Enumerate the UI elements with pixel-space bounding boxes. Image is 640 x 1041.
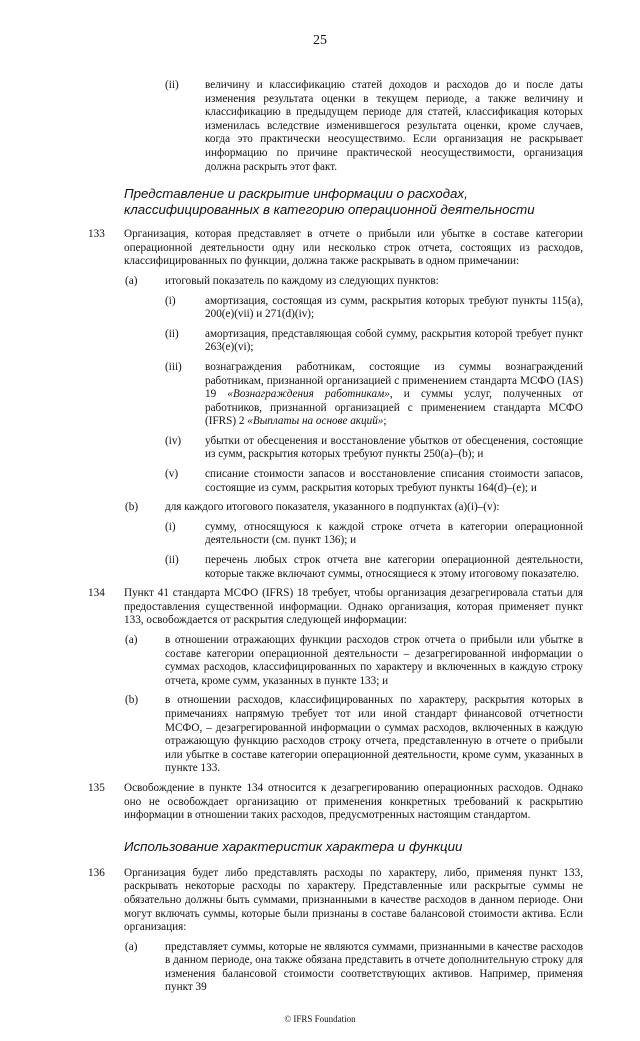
item-label: (i) (165, 520, 176, 533)
paragraph-text: Освобождение в пункте 134 относится к дезагрегированию операционных расходов. Однако оно не освобождает организацию от применения конкретных требований к раскрытию информации в отношении таких расходов, предусмотренных настоящим стандартом. (124, 781, 583, 822)
item-text: амортизация, состоящая из сумм, раскрытия которых требуют пункты 115(a), 200(e)(vii) и 271(d)(iv); (205, 294, 583, 321)
section-heading: Представление и раскрытие информации о расходах, классифицированных в категорию операционной деятельности (124, 186, 535, 218)
paragraph-number: 136 (88, 866, 105, 879)
item-text (205, 361, 583, 429)
paragraph-text: Пункт 41 стандарта МСФО (IFRS) 18 требует, чтобы организация дезагрегировала статьи для предоставления существенной информации. Однако организация, которая применяет пункт 133, освобождается от раскрытия следующей информации: (124, 587, 583, 627)
list-item (165, 328, 583, 355)
item-label: (iv) (165, 434, 182, 447)
item-label: (a) (125, 940, 138, 953)
item-text: величину и классификацию статей доходов и расходов до и после даты изменения результата оценки в текущем периоде, а также величину и классификацию в предыдущем периоде для статей, классификация которых изменилась вследствие изменившегося результата оценки, кроме случаев, когда это практически неосуществимо. Если организация не раскрывает информацию по причине практической неосуществимости, организация должна раскрыть этот факт. (205, 79, 583, 173)
item-label: (ii) (165, 327, 179, 340)
item-label: (b) (125, 694, 139, 707)
list-item (165, 295, 583, 322)
item-label: (iii) (165, 360, 182, 373)
list-item (165, 521, 583, 548)
text-run: вознаграждения работникам, состоящие из суммы вознаграждений работникам, признанной организацией с применением стандарта МСФО (IAS) 19 (205, 360, 583, 401)
list-item (165, 554, 583, 581)
item-label: (a) (125, 274, 138, 287)
item-text: итоговый показатель по каждому из следующих пунктов: (165, 274, 439, 287)
section-heading: Использование характеристик характера и функции (124, 838, 463, 854)
paragraph-136 (88, 867, 583, 935)
list-item (125, 275, 583, 289)
document-body (88, 79, 583, 995)
item-text: представляет суммы, которые не являются суммами, признанными в качестве расходов в данном периоде, она также обязана представить в отчете дополнительную строку для изменения балансовой стоимости соответствующих активов. Например, применяя пункт 39 (165, 940, 583, 994)
item-text: для каждого итогового показателя, указанного в подпунктах (a)(i)–(v): (165, 501, 500, 514)
standard-title: «Вознаграждения работникам» (227, 388, 390, 401)
item-text: убытки от обесценения и восстановление убытков от обесценения, состоящие из сумм, раскрытия которых требуют пункты 250(a)–(b); и (205, 434, 583, 461)
item-text: списание стоимости запасов и восстановление списания стоимости запасов, состоящие из сумм, раскрытия которых требуют пункты 164(d)–(e); и (205, 468, 583, 494)
standard-title: «Выплаты на основе акций» (247, 415, 384, 428)
item-label: (v) (165, 468, 179, 481)
item-text: сумму, относящуюся к каждой строке отчета в категории операционной деятельности (см. пункт 136); и (205, 520, 583, 547)
item-text: в отношении отражающих функции расходов строк отчета о прибыли или убытке в составе категории операционной деятельности – дезагрегированной информации о суммах расходов, классифицированных по характеру и включенных в каждую строку отчета, кроме сумм, указанных в пункте 133; и (165, 634, 583, 687)
paragraph-134 (88, 587, 583, 628)
item-label: (ii) (165, 79, 179, 91)
list-item (165, 361, 583, 429)
item-text: амортизация, представляющая собой сумму, раскрытия которой требует пункт 263(e)(vi); (205, 327, 583, 354)
paragraph-135 (88, 782, 583, 823)
list-item (165, 435, 583, 462)
list-item (165, 468, 583, 495)
page-number: 25 (313, 33, 327, 48)
item-label: (b) (125, 501, 139, 514)
page-footer: © IFRS Foundation (284, 1014, 356, 1025)
list-item (125, 694, 583, 776)
item-text: в отношении расходов, классифицированных по характеру, раскрытия которых в примечаниях напрямую требует тот или иной стандарт финансовой отчетности МСФО, – дезагрегированной информации о суммах расходов, включенных в каждую отражающую функцию расходов строку отчета, представленную в отчете о прибыли или убытке в составе категории операционной деятельности, кроме сумм, указанных в пункте 133. (165, 694, 583, 775)
paragraph-text: Организация будет либо представлять расходы по характеру, либо, применяя пункт 133, раскрывать некоторые расходы по характеру. Представленные или раскрытые суммы не обязательно должны быть суммами, признанными в качестве расходов в данном периоде. Они могут включать суммы, которые были признаны в составе балансовой стоимости актива. Если организация: (124, 866, 583, 934)
list-item (125, 941, 583, 995)
item-label: (ii) (165, 554, 179, 567)
paragraph-number: 135 (88, 781, 105, 794)
list-item (165, 79, 583, 174)
item-label: (i) (165, 294, 176, 307)
list-item (125, 501, 583, 515)
paragraph-number: 133 (88, 228, 105, 241)
paragraph-number: 134 (88, 587, 105, 600)
list-item (125, 634, 583, 688)
item-text: перечень любых строк отчета вне категории операционной деятельности, которые также включают суммы, относящиеся к этому итоговому показателю. (205, 554, 583, 580)
item-label: (a) (125, 634, 138, 646)
paragraph-133 (88, 228, 583, 269)
text-run: ; (383, 415, 387, 428)
text-run: , и суммы услуг, полученных от работников, признанной организацией с применением стандарта МСФО (IFRS) 2 (205, 388, 583, 428)
paragraph-text: Организация, которая представляет в отчете о прибыли или убытке в составе категории операционной деятельности одну или несколько строк отчета, состоящих из расходов, классифицированных по функции, должна также раскрывать в одном примечании: (124, 228, 583, 268)
